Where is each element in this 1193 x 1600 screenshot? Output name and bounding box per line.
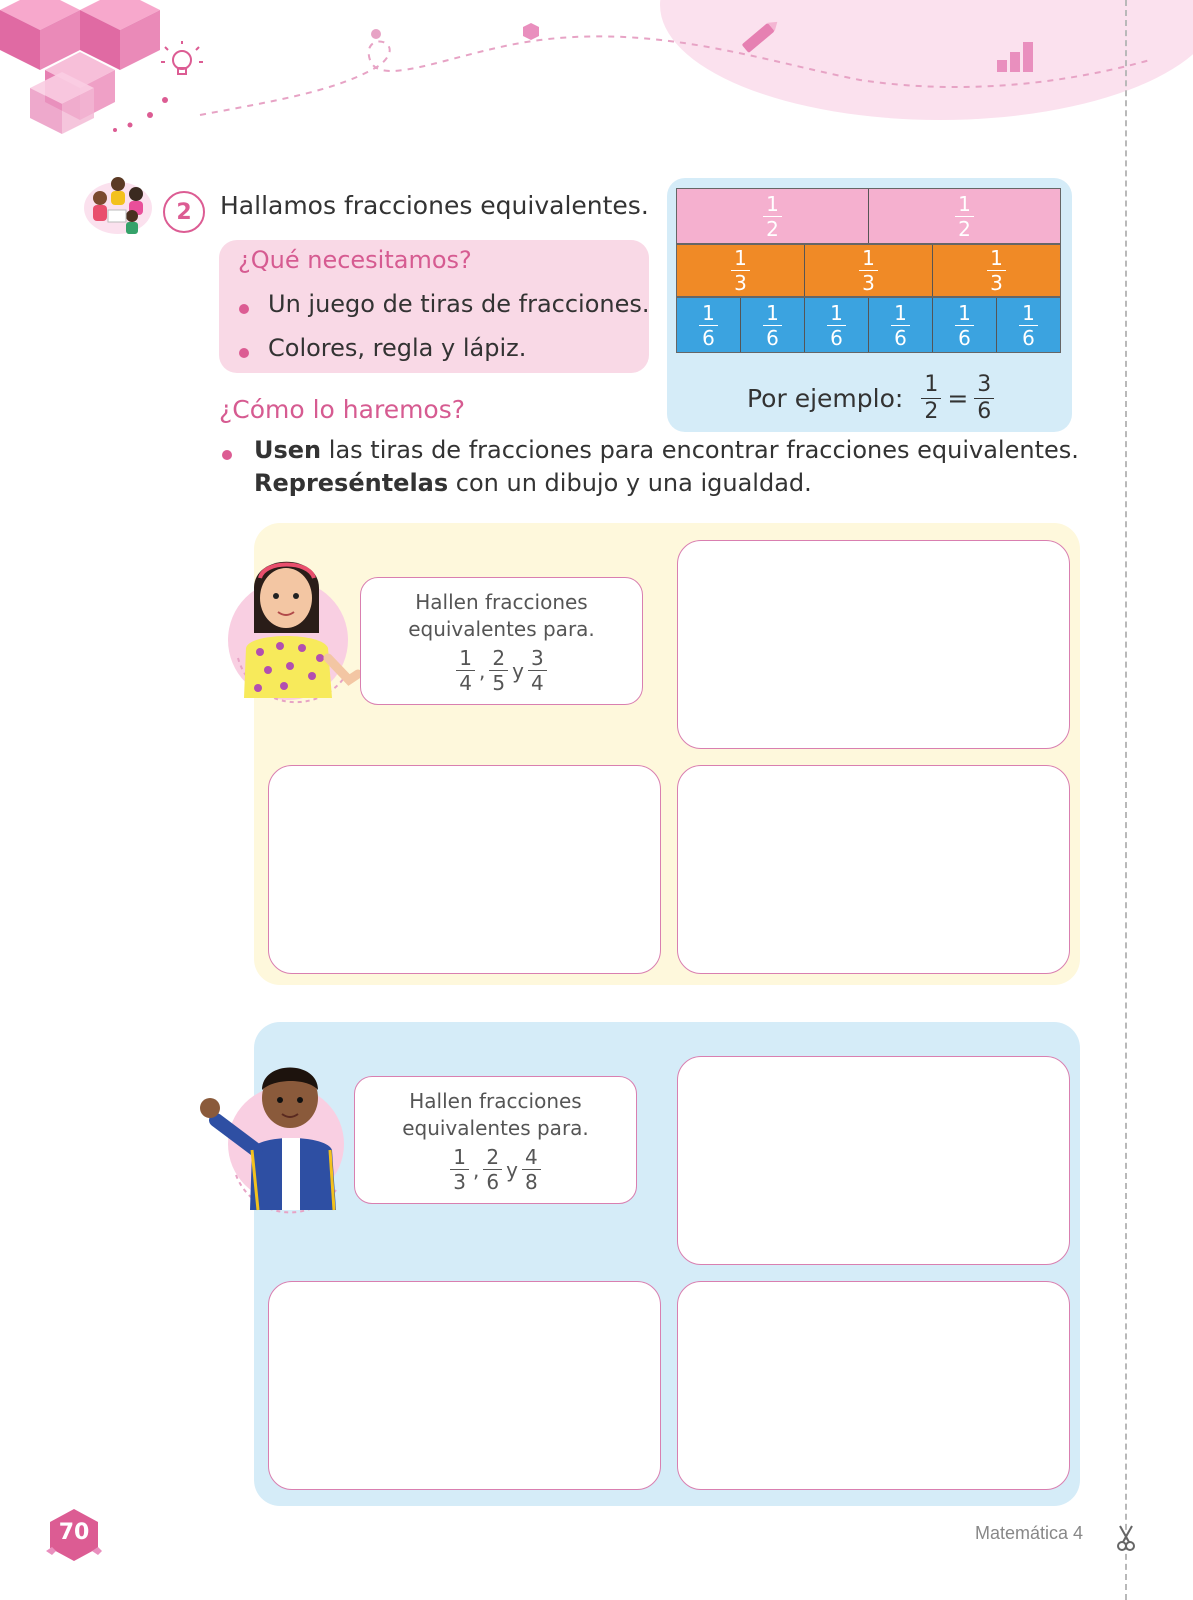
lightbulb-icon [160, 40, 204, 86]
strip-cell-sixth: $\frac{1}{6}$ [868, 298, 932, 352]
fraction: $\frac{1}{3}$ [450, 1147, 469, 1192]
fraction: $\frac{4}{8}$ [522, 1147, 541, 1192]
activity-title-rest: fracciones equivalentes. [336, 191, 649, 220]
strip-sixths [676, 297, 1061, 353]
strip-cell-half: $\frac{1}{2}$ [868, 189, 1060, 243]
strip-cell-third: $\frac{1}{3}$ [804, 245, 932, 296]
book-title: Matemática 4 [975, 1523, 1084, 1543]
girl-illustration [224, 548, 364, 720]
instruction-line-1: Usen las tiras de fracciones para encontrar fracciones equivalentes. [254, 436, 1079, 464]
conjunction: y [512, 658, 524, 683]
example-equation [747, 374, 1000, 423]
strip-cell-half: $\frac{1}{2}$ [677, 189, 868, 243]
boy-answer-box-1[interactable] [677, 1056, 1070, 1265]
girl-answer-box-3[interactable] [677, 765, 1070, 974]
procedure-title: ¿Cómo lo haremos? [219, 395, 466, 424]
cut-line [1125, 0, 1127, 1600]
fraction: $\frac{1}{4}$ [456, 648, 475, 693]
boy-bubble-line-2: equivalentes para. [402, 1116, 589, 1140]
boy-speech-bubble [354, 1076, 637, 1204]
girl-bubble-line-2: equivalentes para. [408, 617, 595, 641]
boy-task-fractions: $\frac{1}{3}$ , $\frac{2}{6}$ y $\frac{4}{8}$ [355, 1147, 636, 1192]
strip-cell-sixth: $\frac{1}{6}$ [677, 298, 740, 352]
example-fraction-left: $\frac{1}{2}$ [921, 374, 941, 423]
example-fraction-right: $\frac{3}{6}$ [974, 374, 994, 423]
strip-cell-sixth: $\frac{1}{6}$ [996, 298, 1060, 352]
girl-answer-box-2[interactable] [268, 765, 661, 974]
strip-halves [676, 188, 1061, 244]
bullet-icon [239, 304, 249, 314]
strip-thirds [676, 244, 1061, 297]
boy-bubble-line-1: Hallen fracciones [409, 1089, 582, 1113]
boy-answer-box-3[interactable] [677, 1281, 1070, 1490]
strip-cell-third: $\frac{1}{3}$ [677, 245, 804, 296]
pencil-icon [735, 15, 785, 59]
boy-answer-box-2[interactable] [268, 1281, 661, 1490]
fraction: $\frac{3}{4}$ [528, 648, 547, 693]
strip-cell-sixth: $\frac{1}{6}$ [932, 298, 996, 352]
girl-task-fractions: $\frac{1}{4}$ , $\frac{2}{5}$ y $\frac{3}{4}$ [361, 648, 642, 693]
equals-sign: = [947, 384, 969, 413]
page-number: 70 [58, 1520, 90, 1545]
boy-illustration [196, 1050, 358, 1225]
example-label: Por ejemplo: [747, 384, 904, 413]
fraction: $\frac{2}{5}$ [489, 648, 508, 693]
header-dashed-path [160, 20, 1160, 140]
activity-title-verb: Hallamos [220, 191, 337, 220]
bar-chart-icon [995, 40, 1039, 74]
girl-answer-box-1[interactable] [677, 540, 1070, 749]
activity-title [220, 191, 649, 220]
materials-item-2: Colores, regla y lápiz. [268, 334, 527, 362]
materials-title: ¿Qué necesitamos? [238, 246, 472, 274]
activity-number: 2 [163, 191, 205, 233]
fraction: $\frac{2}{6}$ [483, 1147, 502, 1192]
cubes-illustration [0, 0, 170, 150]
strip-cell-sixth: $\frac{1}{6}$ [740, 298, 804, 352]
conjunction: y [506, 1157, 518, 1182]
strip-cell-third: $\frac{1}{3}$ [932, 245, 1060, 296]
bullet-icon [239, 348, 249, 358]
girl-bubble-line-1: Hallen fracciones [415, 590, 588, 614]
instruction-line-2: Represéntelas con un dibujo y una igualdad. [254, 469, 812, 497]
bullet-icon [222, 450, 232, 460]
strip-cell-sixth: $\frac{1}{6}$ [804, 298, 868, 352]
materials-item-1: Un juego de tiras de fracciones. [268, 290, 650, 318]
scissors-icon [1114, 1524, 1138, 1552]
girl-speech-bubble [360, 577, 643, 705]
children-group-illustration [80, 168, 155, 236]
